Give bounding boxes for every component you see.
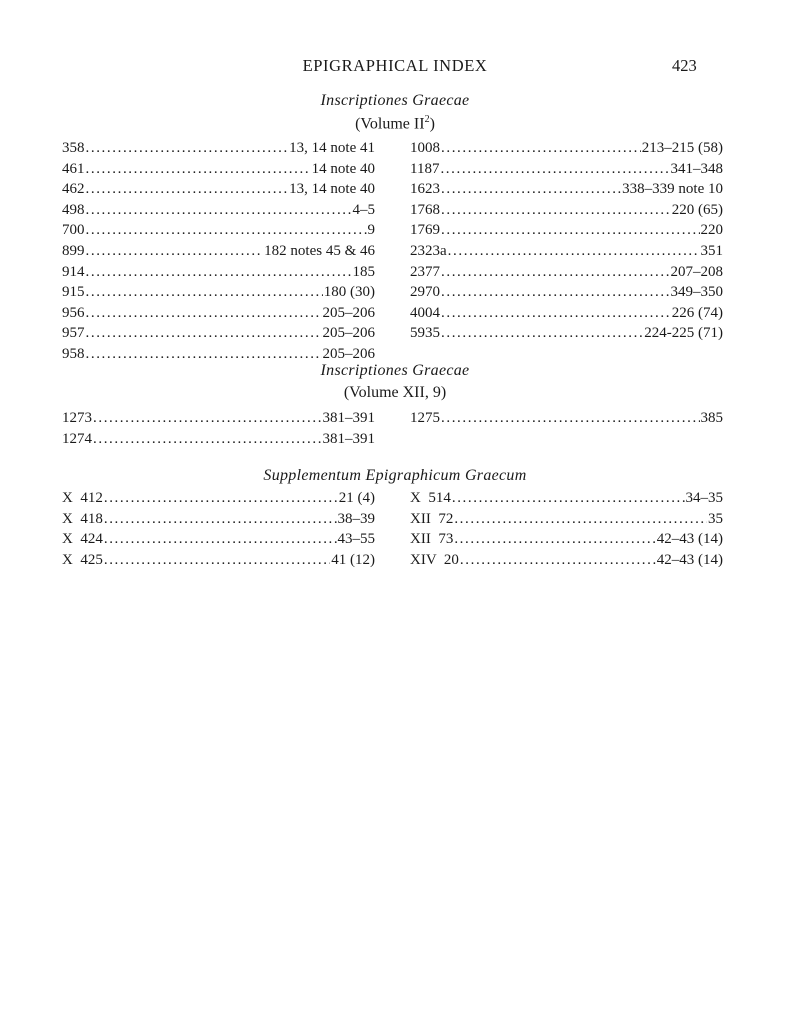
page-reference: 349–350 [670,284,723,301]
dot-leader [86,179,289,200]
inscription-number: 956 [62,304,85,321]
inscription-number: 462 [62,181,85,198]
index-entry [62,408,375,429]
page-reference: 21 (4) [338,490,375,506]
dot-leader [86,303,322,324]
page-reference: 226 (74) [671,304,723,321]
index-column-left [62,138,375,365]
index-entry [62,429,375,450]
dot-leader [440,159,669,180]
dot-leader [93,408,322,429]
dot-leader [454,509,707,530]
dot-leader [86,220,367,241]
section-title-ig-ii: Inscriptiones Graecae [320,92,470,109]
index-entry [62,179,375,200]
page-reference: 213–215 (58) [641,140,723,156]
dot-leader [441,408,700,429]
index-entry [410,282,723,303]
index-entry [62,200,375,221]
inscription-number: X 412 [62,490,103,506]
page-reference: 220 (65) [671,201,723,218]
running-title: EPIGRAPHICAL INDEX [302,56,488,75]
dot-leader [86,262,352,283]
index-entry [410,303,723,324]
dot-leader [86,200,352,221]
inscription-number: 1274 [62,430,92,447]
inscription-number: 957 [62,325,85,342]
inscription-number: 2970 [410,284,440,301]
inscription-number: 1273 [62,410,92,426]
inscription-number: 4004 [410,304,440,321]
page-reference: 35 [708,510,723,527]
subtitle-superscript: 2 [424,114,430,125]
index-column-right [410,488,723,570]
page-reference: 41 (12) [331,551,375,568]
inscription-number: 899 [62,242,85,259]
dot-leader [86,323,322,344]
index-entry [410,220,723,241]
index-entry [62,323,375,344]
page-number: 423 [672,56,697,75]
inscription-number: 461 [62,160,85,177]
page-reference: 205–206 [322,304,375,321]
index-entry [410,408,723,429]
dot-leader [104,509,337,530]
index-column-left [62,488,375,570]
inscription-number: 1623 [410,181,440,198]
index-entry [62,303,375,324]
index-entry [410,488,723,509]
index-entry [62,550,375,571]
inscription-number: 498 [62,201,85,218]
inscription-number: 914 [62,263,85,280]
inscription-number: XII 72 [410,510,454,527]
inscription-number: 2323a [410,242,447,259]
index-column-right [410,408,723,429]
inscription-number: 5935 [410,325,440,342]
inscription-number: 1275 [410,410,440,426]
index-entry [62,282,375,303]
inscription-number: X 514 [410,490,451,506]
dot-leader [441,303,671,324]
page-reference: 42–43 (14) [656,551,723,568]
dot-leader [86,241,264,262]
subtitle-text: (Volume II [355,115,425,133]
dot-leader [454,529,655,550]
index-entry [410,241,723,262]
index-entry [62,509,375,530]
index-entry [62,138,375,159]
inscription-number: 2377 [410,263,440,280]
dot-leader [104,488,338,509]
page-reference: 351 [700,242,723,259]
index-entry [410,550,723,571]
inscription-number: XIV 20 [410,551,459,568]
index-entry [62,241,375,262]
index-entry [410,323,723,344]
page-reference: 185 [352,263,375,280]
dot-leader [441,138,641,159]
index-entry [410,179,723,200]
page-reference: 205–206 [322,345,375,362]
inscription-number: X 424 [62,531,103,548]
index-column-right [410,138,723,344]
dot-leader [104,550,330,571]
inscription-number: X 425 [62,551,103,568]
page-reference: 34–35 [685,490,723,506]
section-subtitle-ig-xii: (Volume XII, 9) [343,384,447,401]
page-reference: 224-225 (71) [644,325,723,342]
index-entry [410,159,723,180]
page-reference: 338–339 note 10 [622,181,723,198]
page-reference: 42–43 (14) [656,531,723,548]
page-reference: 43–55 [337,531,375,548]
inscription-number: 915 [62,284,85,301]
page-reference: 381–391 [322,430,375,447]
inscription-number: 358 [62,140,85,156]
inscription-number: X 418 [62,510,103,527]
index-entry [410,138,723,159]
page-reference: 13, 14 note 40 [289,181,375,198]
page-reference: 180 (30) [323,284,375,301]
dot-leader [86,159,311,180]
inscription-number: 1008 [410,140,440,156]
dot-leader [104,529,337,550]
page-reference: 9 [367,222,375,239]
inscription-number: XII 73 [410,531,454,548]
dot-leader [93,429,322,450]
index-entry [410,509,723,530]
page-reference: 341–348 [670,160,723,177]
dot-leader [86,138,289,159]
page-reference: 182 notes 45 & 46 [264,242,375,259]
page-reference: 205–206 [322,325,375,342]
page-reference: 381–391 [322,410,375,426]
inscription-number: 700 [62,222,85,239]
index-column-left [62,408,375,449]
inscription-number: 1768 [410,201,440,218]
dot-leader [448,241,700,262]
index-entry [410,262,723,283]
dot-leader [452,488,685,509]
page-reference: 4–5 [352,201,375,218]
dot-leader [441,220,700,241]
subtitle-close: ) [429,115,435,133]
section-title-ig-xii: Inscriptiones Graecae [320,362,470,379]
dot-leader [441,262,670,283]
dot-leader [441,282,670,303]
inscription-number: 1187 [410,160,440,177]
section-title-seg: Supplementum Epigraphicum Graecum [263,467,527,484]
page-reference: 220 [700,222,723,239]
index-entry [62,529,375,550]
index-entry [410,529,723,550]
inscription-number: 1769 [410,222,440,239]
dot-leader [86,282,323,303]
inscription-number: 958 [62,345,85,362]
dot-leader [460,550,656,571]
dot-leader [441,323,643,344]
running-header [0,56,790,80]
page-reference: 13, 14 note 41 [289,140,375,156]
index-entry [410,200,723,221]
section-subtitle-ig-ii [0,114,790,133]
dot-leader [441,200,671,221]
index-entry [62,262,375,283]
dot-leader [441,179,621,200]
index-entry [62,488,375,509]
page-reference: 38–39 [337,510,375,527]
page-reference: 385 [700,410,723,426]
index-entry [62,159,375,180]
page-reference: 14 note 40 [311,160,375,177]
page-reference: 207–208 [670,263,723,280]
index-entry [62,220,375,241]
